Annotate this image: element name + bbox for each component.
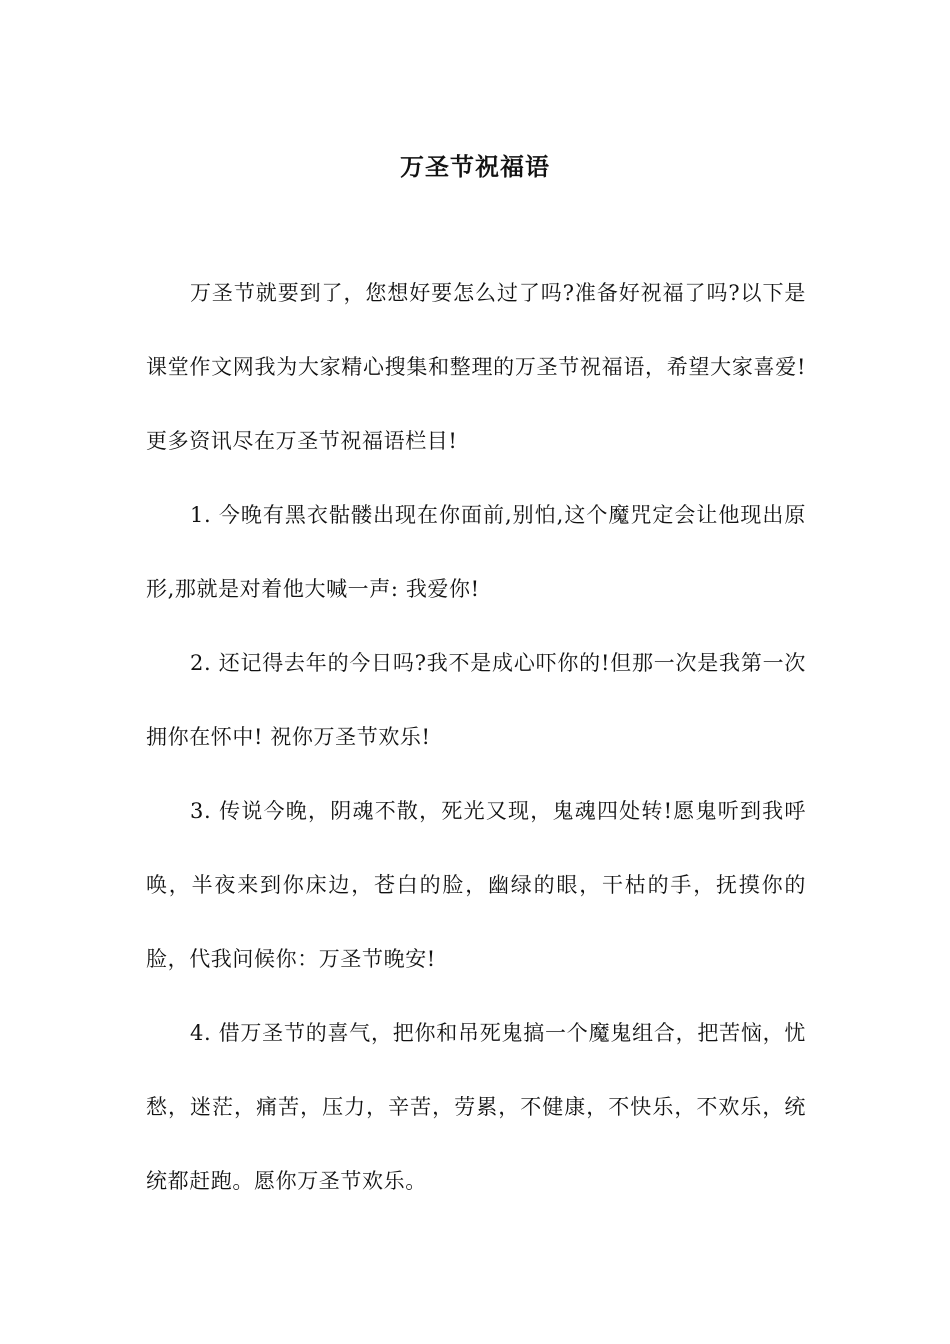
blessing-paragraph-1: 1. 今晚有黑衣骷髅出现在你面前,别怕,这个魔咒定会让他现出原形,那就是对着他大喊一声: 我爱你! bbox=[146, 503, 806, 601]
intro-paragraph: 万圣节就要到了，您想好要怎么过了吗?准备好祝福了吗?以下是课堂作文网我为大家精心搜集和整理的万圣节祝福语，希望大家喜爱!更多资讯尽在万圣节祝福语栏目! bbox=[146, 281, 806, 453]
blessing-paragraph-2: 2. 还记得去年的今日吗?我不是成心吓你的!但那一次是我第一次拥你在怀中! 祝你万圣节欢乐! bbox=[146, 651, 806, 749]
blessing-paragraph-4: 4. 借万圣节的喜气，把你和吊死鬼搞一个魔鬼组合，把苦恼，忧愁，迷茫，痛苦，压力，辛苦，劳累，不健康，不快乐，不欢乐，统统都赶跑。愿你万圣节欢乐。 bbox=[146, 1021, 806, 1193]
page-title: 万圣节祝福语 bbox=[400, 152, 550, 182]
document-body bbox=[146, 256, 806, 1218]
blessing-paragraph-3: 3. 传说今晚，阴魂不散，死光又现，鬼魂四处转!愿鬼听到我呼唤，半夜来到你床边，苍白的脸，幽绿的眼，干枯的手，抚摸你的脸，代我问候你：万圣节晚安! bbox=[146, 799, 806, 971]
